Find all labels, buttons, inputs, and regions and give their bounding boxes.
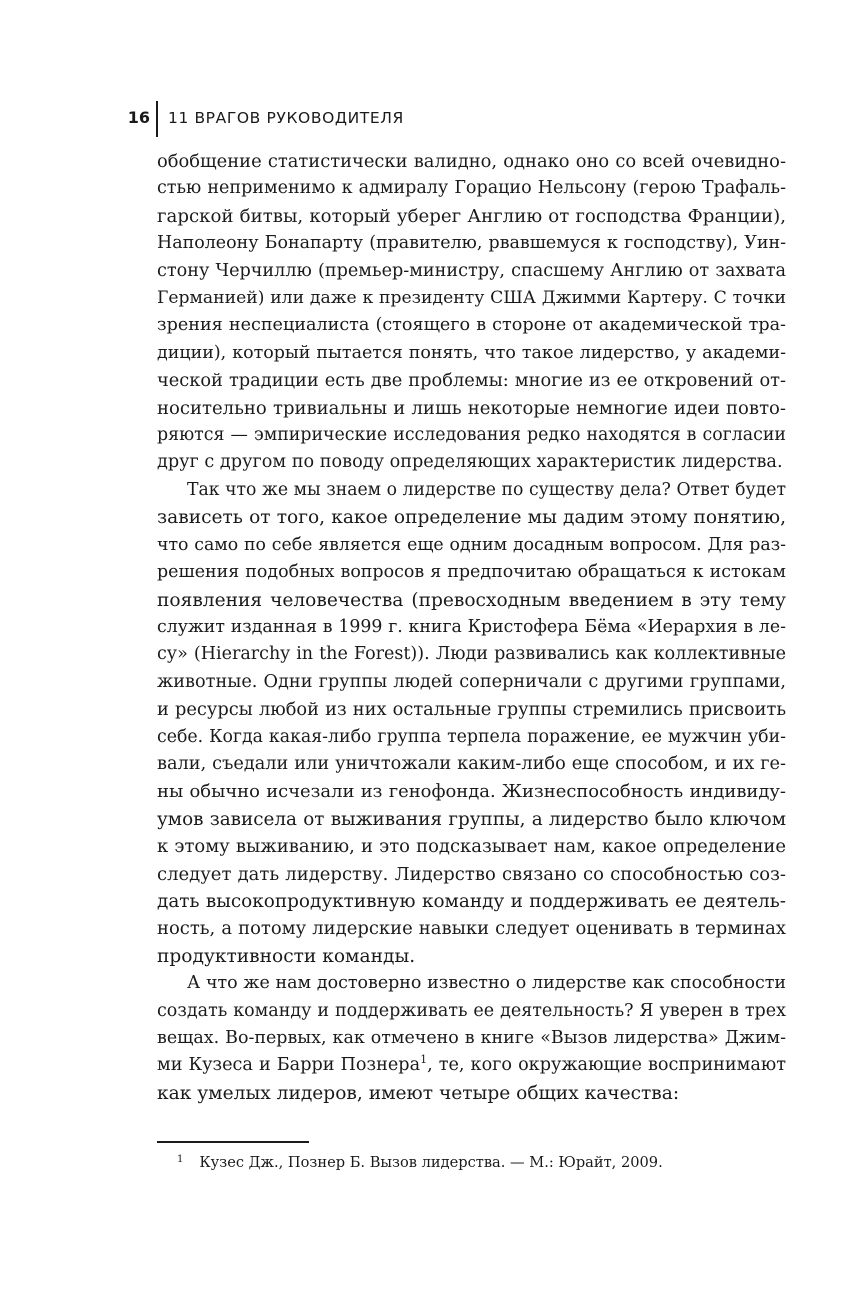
text-line: вали, съедали или уничтожали каким-либо еще способом, и их ге- <box>157 753 786 774</box>
text-line: дать высокопродуктивную команду и поддерживать ее деятель- <box>157 890 786 912</box>
text-line: гарской битвы, который уберег Англию от господства Франции), <box>157 205 786 227</box>
body-text <box>157 148 786 1107</box>
text-line: решения подобных вопросов я предпочитаю обращаться к истокам <box>157 562 786 583</box>
text-line: служит изданная в 1999 г. книга Кристофера Бёма «Иерархия в ле- <box>157 616 786 637</box>
footnote-text: Кузес Дж., Познер Б. Вызов лидерства. — М.: Юрайт, 2009. <box>199 1154 663 1171</box>
text-line: друг с другом по поводу определяющих характеристик лидерства. <box>157 452 783 473</box>
paragraph-3 <box>157 970 786 1107</box>
paragraph-1 <box>157 148 786 477</box>
header-divider <box>156 101 158 137</box>
page-number: 16 <box>127 108 150 127</box>
text-line: ряются — эмпирические исследования редко находятся в согласии <box>157 425 786 446</box>
text-fragment: ми Кузеса и Барри Познера <box>157 1055 421 1076</box>
text-line-with-footnote <box>157 1052 786 1079</box>
footnote-divider <box>157 1141 309 1143</box>
text-line: как умелых лидеров, имеют четыре общих качества: <box>157 1082 680 1104</box>
text-line: животные. Одни группы людей соперничали с другими группами, <box>157 671 786 692</box>
text-line: Наполеону Бонапарту (правителю, рвавшемуся к господству), Уин- <box>157 233 786 254</box>
text-line: Германией) или даже к президенту США Джимми Картеру. С точки <box>157 288 786 309</box>
text-line: ческой традиции есть две проблемы: многие из ее откровений от- <box>157 370 786 392</box>
text-fragment: , те, кого окружающие воспринимают <box>427 1055 786 1076</box>
text-line: зависеть от того, какое определение мы дадим этому понятию, <box>157 507 786 529</box>
text-line: умов зависела от выживания группы, а лидерство было ключом <box>157 808 786 830</box>
text-line: носительно тривиальны и лишь некоторые немногие идеи повто- <box>157 397 786 419</box>
text-line: ны обычно исчезали из генофонда. Жизнеспособность индивиду- <box>157 781 786 803</box>
footnote-reference[interactable]: 1 <box>420 1053 428 1067</box>
text-line: что само по себе является еще одним досадным вопросом. Для раз- <box>157 534 786 555</box>
text-line: стью неприменимо к адмиралу Горацио Нельсону (герою Трафаль- <box>157 178 786 199</box>
running-title: 11 ВРАГОВ РУКОВОДИТЕЛЯ <box>168 109 404 127</box>
text-line: Так что же мы знаем о лидерстве по существу дела? Ответ будет <box>187 479 786 500</box>
text-line: появления человечества (превосходным введением в эту тему <box>157 589 786 611</box>
text-line: себе. Когда какая-либо группа терпела поражение, ее мужчин уби- <box>157 726 786 747</box>
footnote <box>177 1150 663 1173</box>
text-line: продуктивности команды. <box>157 945 416 967</box>
text-line: су» (Hierarchy in the Forest)). Люди развивались как коллективные <box>157 644 786 665</box>
text-line: к этому выживанию, и это подсказывает нам, какое определение <box>157 836 786 858</box>
paragraph-2 <box>157 477 786 970</box>
text-line: вещах. Во-первых, как отмечено в книге «Вызов лидерства» Джим- <box>157 1028 786 1048</box>
text-line: следует дать лидерству. Лидерство связано со способностью соз- <box>157 863 786 885</box>
text-line: ность, а потому лидерские навыки следует оценивать в терминах <box>157 918 786 940</box>
text-line: зрения неспециалиста (стоящего в стороне от академической тра- <box>157 315 786 336</box>
text-line: и ресурсы любой из них остальные группы стремились присвоить <box>157 699 786 721</box>
text-line: диции), который пытается понять, что такое лидерство, у академи- <box>157 342 786 363</box>
footnote-mark: 1 <box>177 1154 184 1165</box>
text-line: стону Черчиллю (премьер-министру, спасшему Англию от захвата <box>157 260 786 281</box>
text-line: А что же нам достоверно известно о лидерстве как способности <box>187 973 786 994</box>
text-line: обобщение статистически валидно, однако оно со всей очевидно- <box>157 151 786 172</box>
text-line: создать команду и поддерживать ее деятельность? Я уверен в трех <box>157 1000 786 1021</box>
